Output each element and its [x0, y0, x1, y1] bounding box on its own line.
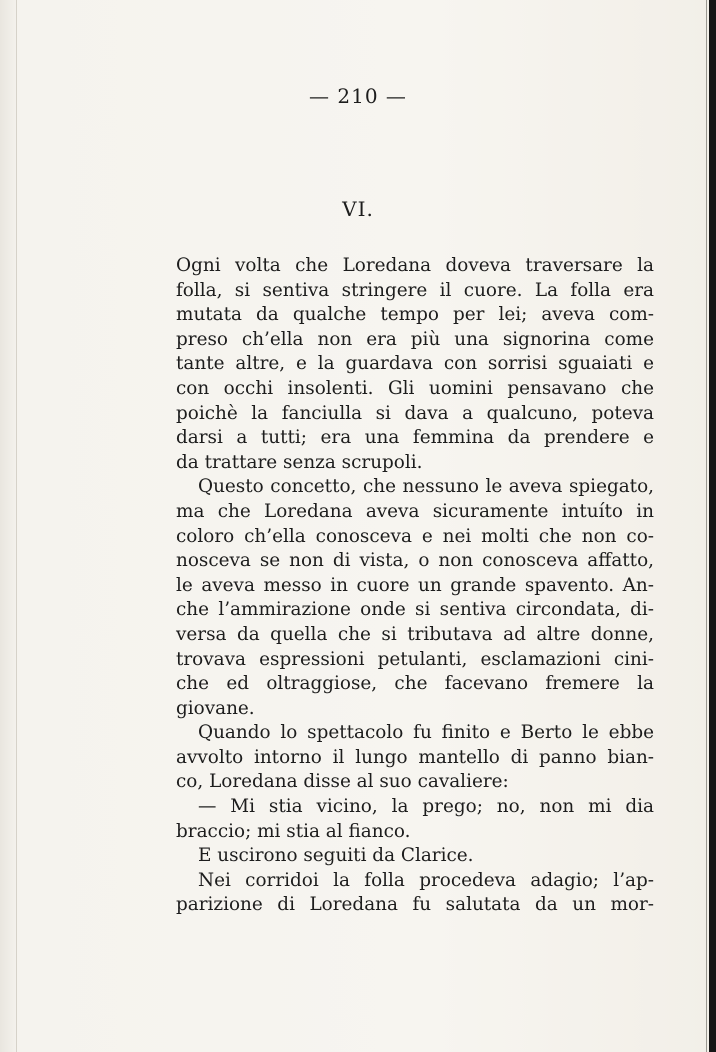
text-line: trovava espressioni petulanti, esclamazioni cini- — [176, 648, 654, 670]
text-line: con occhi insolenti. Gli uomini pensavano che — [176, 377, 654, 399]
page-binding-shadow — [709, 0, 716, 1052]
text-line: Nei corridoi la folla procedeva adagio; l’ap- — [198, 869, 654, 891]
text-line: versa da quella che si tributava ad altre donne, — [176, 623, 654, 645]
page-gutter-line — [706, 0, 707, 1052]
text-line: preso ch’ella non era più una signorina come — [176, 328, 654, 350]
text-line: E uscirono seguiti da Clarice. — [198, 845, 474, 867]
text-line: Ogni volta che Loredana doveva traversare la — [176, 255, 654, 276]
text-line: darsi a tutti; era una femmina da prendere e — [176, 427, 654, 449]
text-line: — Mi stia vicino, la prego; no, non mi dia — [198, 796, 654, 818]
chapter-heading: VI. — [342, 197, 374, 221]
text-line: le aveva messo in cuore un grande spavento. An- — [176, 574, 654, 596]
text-line: nosceva se non di vista, o non conosceva affatto, — [176, 550, 654, 572]
page-left-edge — [16, 0, 17, 1052]
text-line: Questo concetto, che nessuno le aveva spiegato, — [198, 476, 654, 498]
text-line: mutata da qualche tempo per lei; aveva com- — [176, 304, 654, 326]
text-line: tante altre, e la guardava con sorrisi sguaiati e — [176, 353, 654, 375]
text-line: braccio; mi stia al fianco. — [176, 820, 411, 842]
page-number: — 210 — — [309, 84, 407, 108]
text-line: co, Loredana disse al suo cavaliere: — [176, 771, 509, 793]
text-line: che l’ammirazione onde si sentiva circondata, di- — [176, 599, 654, 621]
body-text — [176, 254, 654, 918]
text-line: da trattare senza scrupoli. — [176, 451, 423, 473]
text-line: ma che Loredana aveva sicuramente intuíto in — [176, 500, 654, 522]
text-line: avvolto intorno il lungo mantello di panno bian- — [176, 746, 654, 768]
text-line: che ed oltraggiose, che facevano fremere la — [176, 673, 654, 695]
text-line: giovane. — [176, 697, 255, 719]
text-line: folla, si sentiva stringere il cuore. La folla era — [176, 279, 654, 301]
text-line: parizione di Loredana fu salutata da un mor- — [176, 894, 654, 916]
text-line: coloro ch’ella conosceva e nei molti che non co- — [176, 525, 654, 547]
text-line: poichè la fanciulla si dava a qualcuno, poteva — [176, 402, 654, 424]
text-line: Quando lo spettacolo fu finito e Berto le ebbe — [198, 722, 654, 744]
